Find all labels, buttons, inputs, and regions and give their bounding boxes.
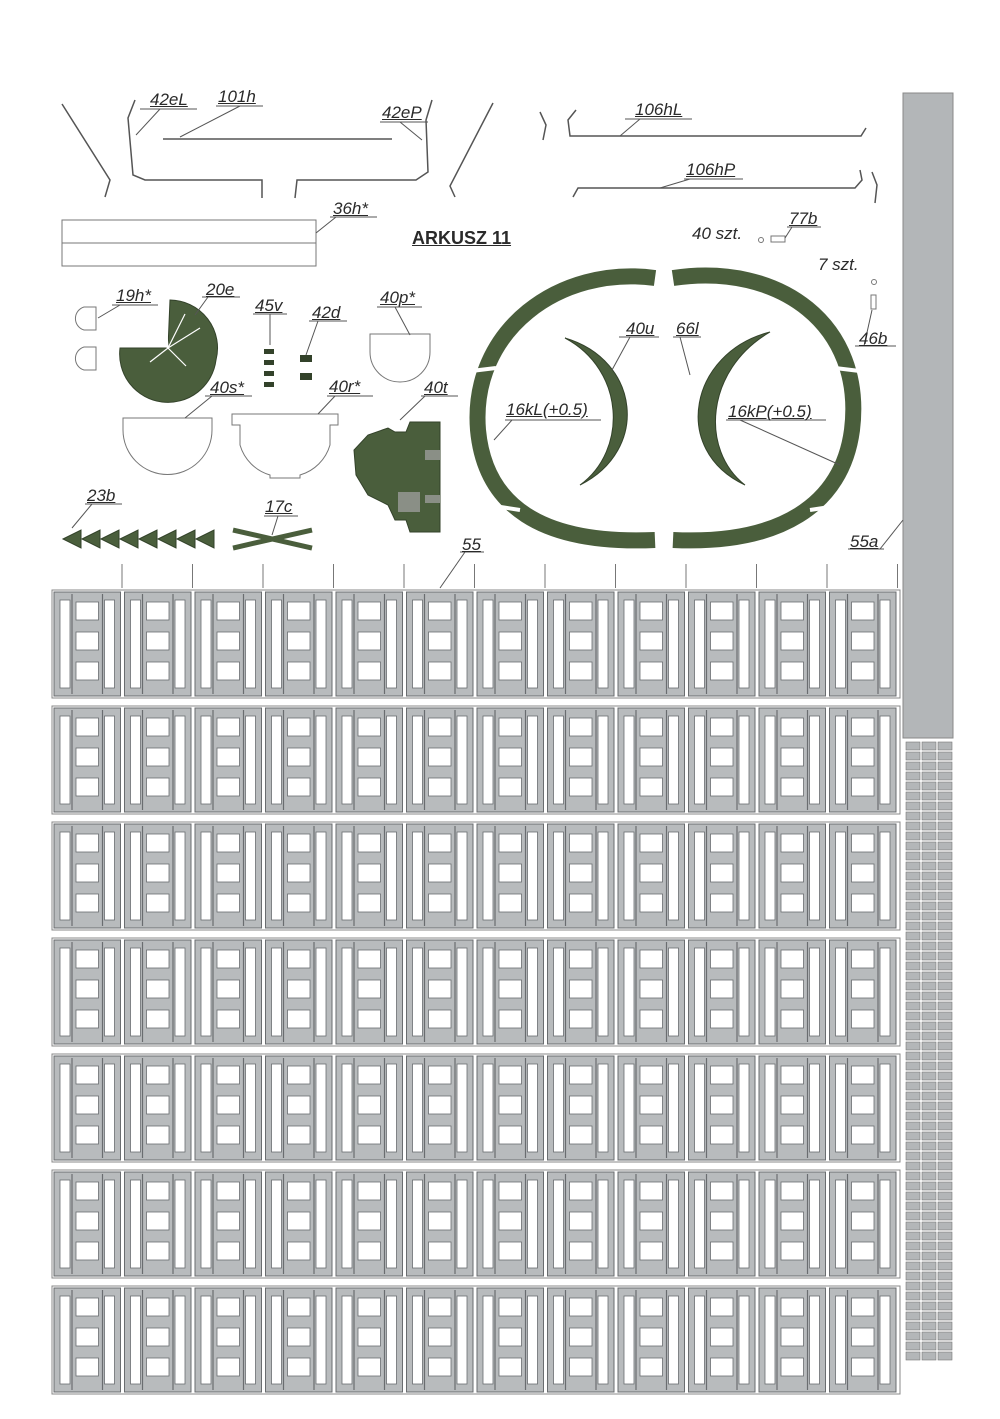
track-link <box>830 1056 897 1160</box>
track-link <box>266 824 333 928</box>
label-106hL: 106hL <box>635 100 683 119</box>
track-link <box>195 824 262 928</box>
track-link <box>618 708 685 812</box>
track-link <box>336 940 403 1044</box>
label-42d: 42d <box>312 303 341 322</box>
label-77b: 77b <box>789 209 818 228</box>
label-40p: 40p* <box>380 288 415 307</box>
track-link <box>407 1288 474 1392</box>
track-link <box>407 1172 474 1276</box>
track-link <box>618 824 685 928</box>
label-46b: 46b <box>859 329 888 348</box>
track-link <box>548 708 615 812</box>
track-link <box>54 1056 121 1160</box>
track-link <box>689 940 756 1044</box>
track-link <box>266 1056 333 1160</box>
track-link <box>125 592 192 696</box>
track-link <box>195 592 262 696</box>
track-link <box>548 592 615 696</box>
track-link <box>759 824 826 928</box>
track-link <box>125 1056 192 1160</box>
track-link <box>689 708 756 812</box>
track-link <box>195 708 262 812</box>
track-link <box>830 708 897 812</box>
track-link <box>830 1288 897 1392</box>
track-link <box>195 1172 262 1276</box>
track-link <box>336 592 403 696</box>
triangle-part <box>120 530 138 548</box>
track-link <box>407 1056 474 1160</box>
label-16kP: 16kP(+0.5) <box>728 402 812 421</box>
track-link <box>830 1172 897 1276</box>
label-40r: 40r* <box>329 377 361 396</box>
track-link <box>54 824 121 928</box>
track-link <box>759 1288 826 1392</box>
label-40s: 40s* <box>210 378 245 397</box>
label-42eL: 42eL <box>150 90 188 109</box>
label-55a: 55a <box>850 532 879 551</box>
label-17c: 17c <box>265 497 293 516</box>
track-link <box>477 708 544 812</box>
track-link <box>266 940 333 1044</box>
track-link <box>689 1056 756 1160</box>
part-36h-strip <box>62 220 316 266</box>
part-45v-42d <box>264 349 312 387</box>
track-link <box>548 824 615 928</box>
track-link <box>477 1056 544 1160</box>
label-101h: 101h <box>218 87 256 106</box>
track-link <box>689 1172 756 1276</box>
label-40t: 40t <box>424 378 448 397</box>
track-link <box>689 824 756 928</box>
triangle-part <box>196 530 214 548</box>
label-42eP: 42eP <box>382 103 422 122</box>
track-link <box>548 940 615 1044</box>
track-link <box>125 940 192 1044</box>
track-link <box>407 940 474 1044</box>
label-20e: 20e <box>206 280 235 299</box>
track-link <box>125 708 192 812</box>
track-link <box>407 708 474 812</box>
triangle-part <box>158 530 176 548</box>
track-link <box>830 592 897 696</box>
track-link <box>266 592 333 696</box>
label-40u: 40u <box>626 319 655 338</box>
label-45v: 45v <box>255 296 283 315</box>
track-link <box>336 1056 403 1160</box>
track-link <box>336 1172 403 1276</box>
sheet-title: ARKUSZ 11 <box>412 228 512 248</box>
track-link <box>548 1172 615 1276</box>
part-23b-triangles <box>63 530 214 548</box>
cut-ticks <box>122 564 898 588</box>
track-link <box>407 592 474 696</box>
label-19h: 19h* <box>116 286 151 305</box>
track-link <box>266 708 333 812</box>
track-link <box>548 1056 615 1160</box>
part-40t <box>354 422 440 532</box>
track-link <box>266 1172 333 1276</box>
part-40p <box>370 334 430 382</box>
track-link <box>548 1288 615 1392</box>
track-link <box>477 824 544 928</box>
part-40r <box>232 414 338 478</box>
track-link <box>759 1056 826 1160</box>
track-link <box>618 1056 685 1160</box>
track-links-grid <box>52 590 900 1394</box>
qty-40: 40 szt. <box>692 224 743 243</box>
label-23b: 23b <box>87 486 116 505</box>
triangle-part <box>101 530 119 548</box>
track-link <box>266 1288 333 1392</box>
part-40s <box>123 418 212 474</box>
track-link <box>407 824 474 928</box>
track-link <box>759 708 826 812</box>
track-link <box>125 824 192 928</box>
triangle-part <box>82 530 100 548</box>
track-link <box>477 592 544 696</box>
track-link <box>336 1288 403 1392</box>
triangle-part <box>139 530 157 548</box>
track-link <box>477 1172 544 1276</box>
track-link <box>830 824 897 928</box>
track-link <box>125 1172 192 1276</box>
triangle-part <box>177 530 195 548</box>
track-link <box>54 1172 121 1276</box>
part-42e-wires <box>62 100 493 198</box>
label-66l: 66l <box>676 319 699 338</box>
track-link <box>618 940 685 1044</box>
label-36h: 36h* <box>333 199 368 218</box>
track-link <box>618 592 685 696</box>
part-106h-wires <box>540 110 877 203</box>
track-link <box>689 1288 756 1392</box>
track-link <box>477 940 544 1044</box>
track-link <box>54 708 121 812</box>
part-55a-links <box>906 742 952 1360</box>
track-link <box>54 940 121 1044</box>
track-link <box>759 1172 826 1276</box>
label-106hP: 106hP <box>686 160 736 179</box>
track-link <box>759 592 826 696</box>
track-link <box>336 824 403 928</box>
track-link <box>689 592 756 696</box>
track-link <box>830 940 897 1044</box>
track-link <box>759 940 826 1044</box>
track-link <box>618 1172 685 1276</box>
track-link <box>618 1288 685 1392</box>
track-link <box>54 592 121 696</box>
part-55a-strip <box>903 93 953 738</box>
part-19h <box>75 307 96 370</box>
qty-7: 7 szt. <box>818 255 859 274</box>
track-link <box>477 1288 544 1392</box>
label-55: 55 <box>462 535 481 554</box>
track-link <box>125 1288 192 1392</box>
track-link <box>54 1288 121 1392</box>
part-20e-fan <box>120 300 218 402</box>
track-link <box>195 1288 262 1392</box>
track-link <box>336 708 403 812</box>
track-link <box>195 1056 262 1160</box>
triangle-part <box>63 530 81 548</box>
track-link <box>195 940 262 1044</box>
label-16kL: 16kL(+0.5) <box>506 400 588 419</box>
